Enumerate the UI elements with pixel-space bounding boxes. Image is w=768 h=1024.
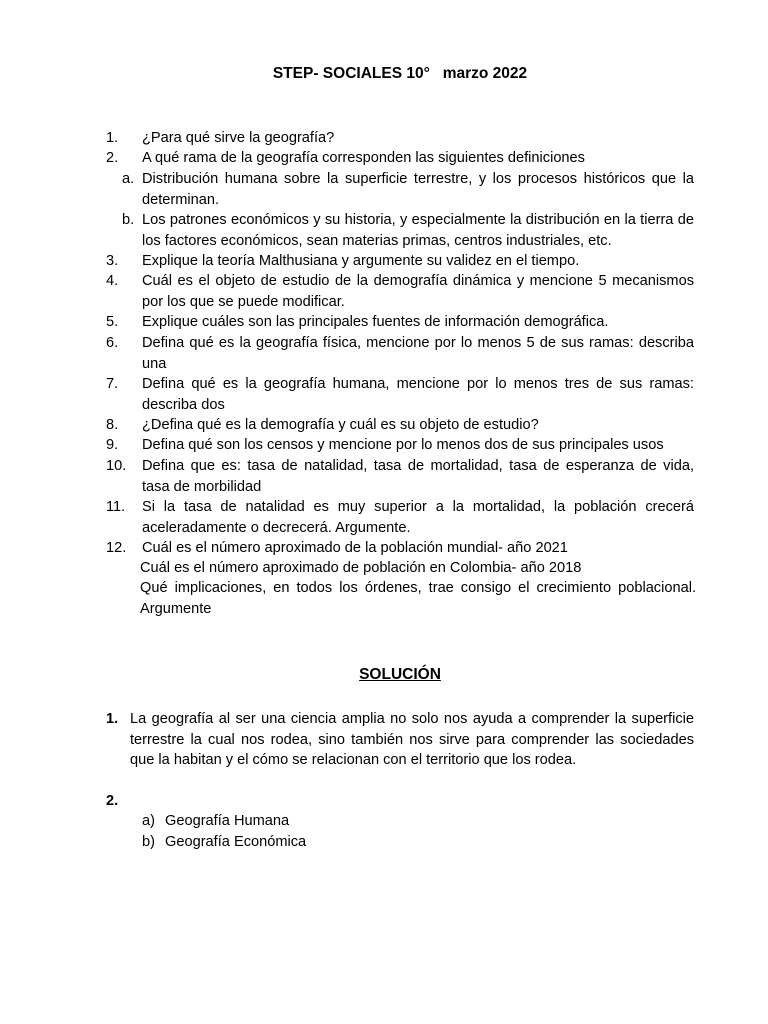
question-2 xyxy=(106,148,694,169)
question-9 xyxy=(106,435,694,456)
question-text: Defina qué son los censos y mencione por lo menos dos de sus principales usos xyxy=(142,437,664,453)
answer-2-option-a xyxy=(142,811,289,832)
question-number: 12. xyxy=(106,540,127,556)
question-number: 5. xyxy=(106,314,119,330)
question-8 xyxy=(106,415,694,436)
answer-number: 2. xyxy=(106,793,119,809)
question-6 xyxy=(106,333,694,374)
option-text: Geografía Económica xyxy=(165,834,307,850)
solution-title: SOLUCIÓN xyxy=(359,666,441,683)
question-12 xyxy=(106,538,694,559)
question-number: 3. xyxy=(106,253,119,269)
option-letter: a) xyxy=(142,813,155,829)
question-11 xyxy=(106,497,694,538)
answer-number: 1. xyxy=(106,711,119,727)
question-number: a. xyxy=(122,171,135,187)
answer-text: La geografía al ser una ciencia amplia no solo nos ayuda a comprender la superficie terrestre la cual nos rodea, sino también nos sirve para comprender las sociedades que la habitan y el cómo se relacionan con el territorio que los rodea. xyxy=(130,711,694,768)
question-5 xyxy=(106,312,694,333)
question-text: Cuál es el número aproximado de la población mundial- año 2021 xyxy=(142,540,568,556)
question-number: 6. xyxy=(106,335,119,351)
question-number: 11. xyxy=(106,499,126,515)
question-text: Explique cuáles son las principales fuentes de información demográfica. xyxy=(142,314,609,330)
question-1 xyxy=(106,128,694,149)
question-text: Defina qué es la geografía humana, mencione por lo menos tres de sus ramas: describa dos xyxy=(142,376,694,413)
question-12-line-3: Qué implicaciones, en todos los órdenes, trae consigo el crecimiento poblacional. Argumente xyxy=(140,580,696,617)
question-7 xyxy=(106,374,694,415)
question-2a xyxy=(106,169,694,210)
question-text: Si la tasa de natalidad es muy superior a la mortalidad, la población crecerá aceleradamente o decrecerá. Argumente. xyxy=(142,499,694,536)
question-text: Los patrones económicos y su historia, y especialmente la distribución en la tierra de los factores económicos, sean materias primas, centros industriales, etc. xyxy=(142,212,694,249)
question-2b xyxy=(106,210,694,251)
question-number: b. xyxy=(122,212,135,228)
question-number: 7. xyxy=(106,376,119,392)
question-text: Defina que es: tasa de natalidad, tasa de mortalidad, tasa de esperanza de vida, tasa de morbilidad xyxy=(142,458,694,495)
question-number: 4. xyxy=(106,273,119,289)
question-4 xyxy=(106,271,694,312)
answer-2-option-b xyxy=(142,832,306,853)
question-text: A qué rama de la geografía corresponden las siguientes definiciones xyxy=(142,150,585,166)
question-number: 2. xyxy=(106,150,119,166)
answer-1 xyxy=(106,709,694,771)
question-text: Defina qué es la geografía física, mencione por lo menos 5 de sus ramas: describa una xyxy=(142,335,694,372)
question-10 xyxy=(106,456,694,497)
question-number: 1. xyxy=(106,130,119,146)
question-number: 9. xyxy=(106,437,119,453)
document-title: STEP- SOCIALES 10° marzo 2022 xyxy=(272,65,528,82)
question-text: Distribución humana sobre la superficie terrestre, y los procesos históricos que la determinan. xyxy=(142,171,694,208)
question-text: Cuál es el objeto de estudio de la demografía dinámica y mencione 5 mecanismos por los que se puede modificar. xyxy=(142,273,694,310)
question-number: 10. xyxy=(106,458,127,474)
option-letter: b) xyxy=(142,834,155,850)
question-3 xyxy=(106,251,694,272)
question-text: Explique la teoría Malthusiana y argumente su validez en el tiempo. xyxy=(142,253,580,269)
question-12-line-2: Cuál es el número aproximado de población en Colombia- año 2018 xyxy=(140,560,582,576)
question-text: ¿Defina qué es la demografía y cuál es su objeto de estudio? xyxy=(142,417,539,433)
question-text: ¿Para qué sirve la geografía? xyxy=(142,130,335,146)
question-number: 8. xyxy=(106,417,119,433)
option-text: Geografía Humana xyxy=(165,813,290,829)
